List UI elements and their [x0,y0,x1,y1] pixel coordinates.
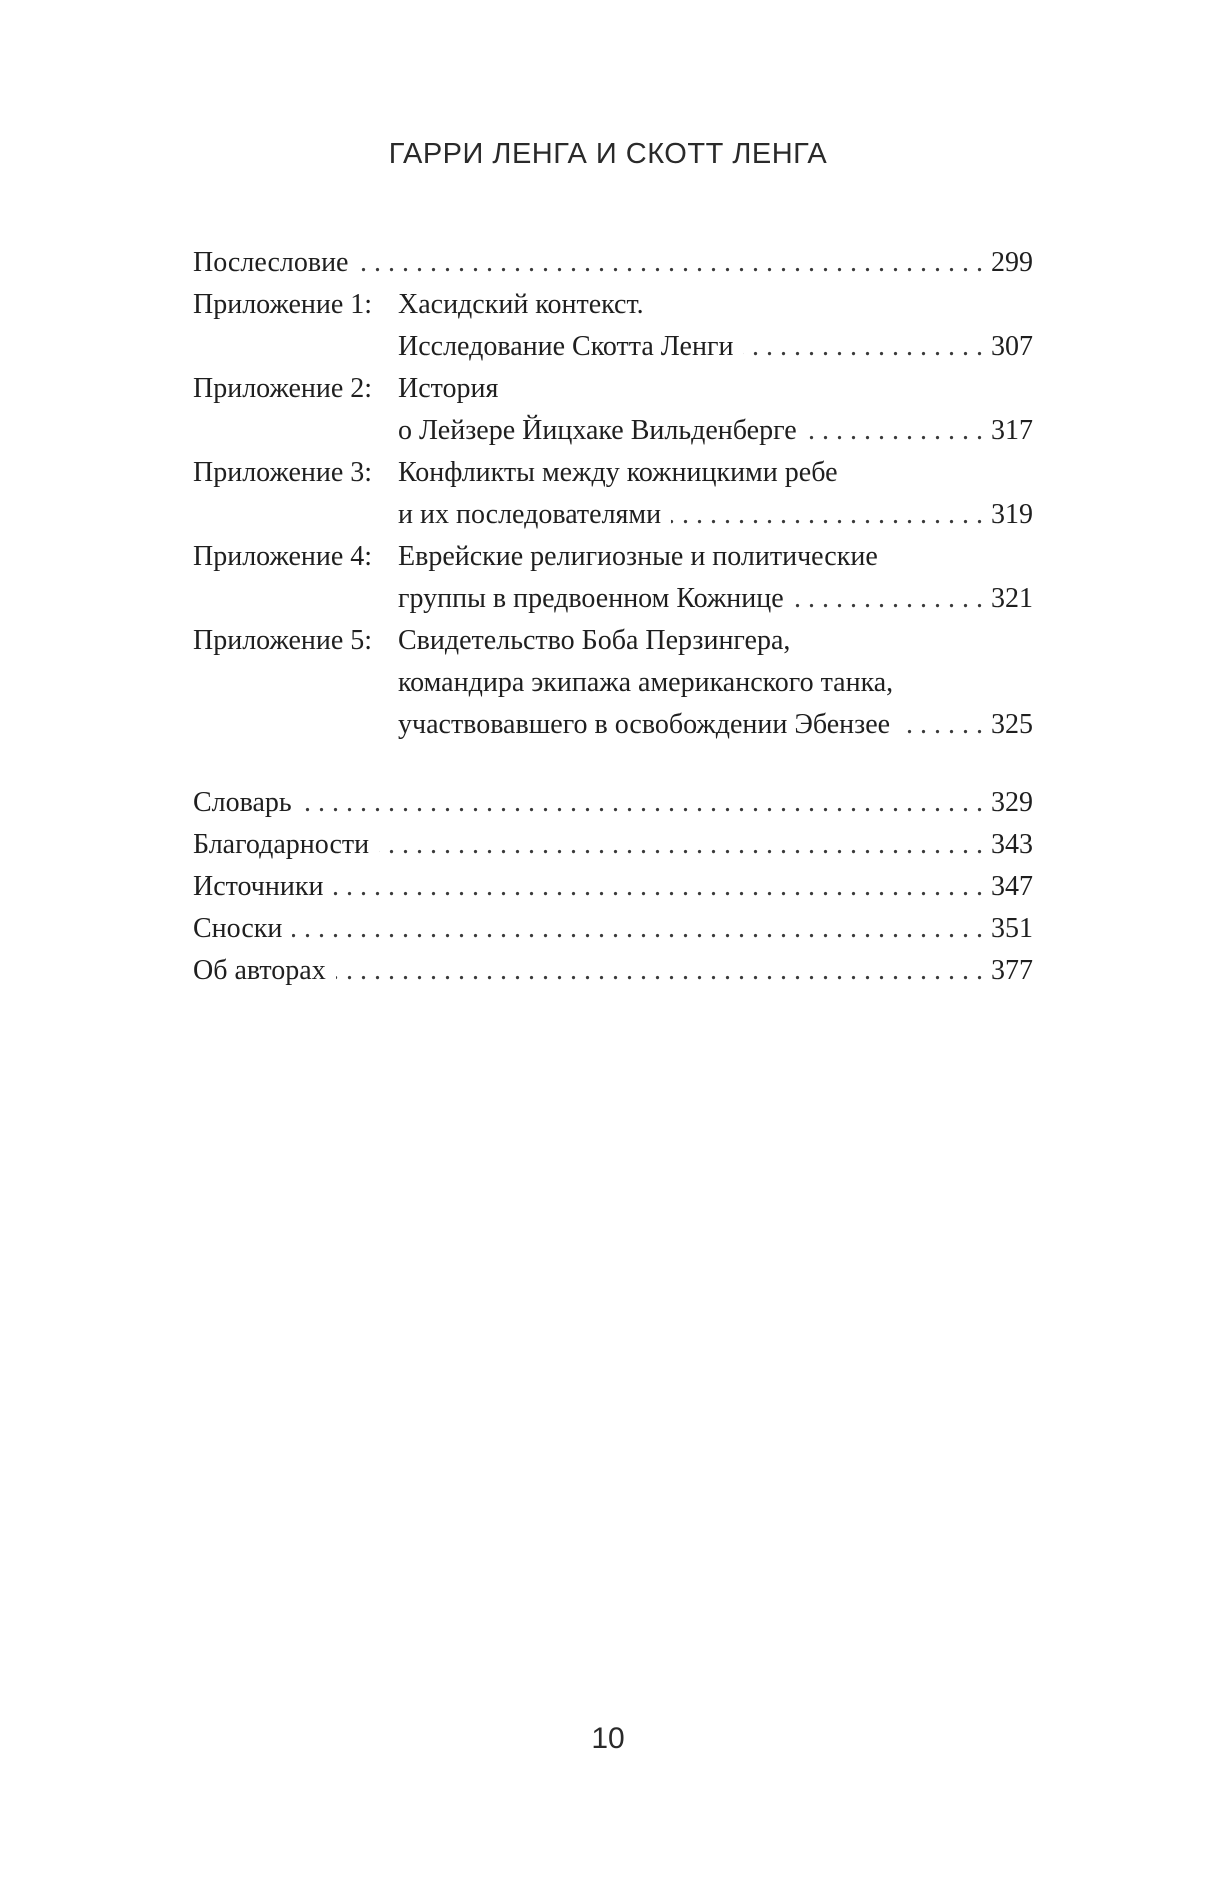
toc-entry-label: Словарь [193,787,292,818]
toc-page-number: 347 [991,871,1033,902]
toc-entry-label: Сноски [193,913,283,944]
toc-entry-label: Исследование Скотта Ленги [398,331,734,362]
toc-entry-glossary[interactable] [193,782,1033,824]
toc-entry-appendix-5-cont-2[interactable] [193,704,1033,746]
toc-page-number: 325 [991,709,1033,740]
toc-page-number: 299 [991,247,1033,278]
toc-entry-sources[interactable] [193,866,1033,908]
page-number: 10 [591,1722,625,1755]
toc-entry-label: Хасидский контекст. [398,289,644,320]
dot-leader [379,824,983,866]
toc-entry-label: Послесловие [193,247,349,278]
toc-entry-label: Благодарности [193,829,370,860]
table-of-contents [193,242,1033,746]
toc-entry-afterword[interactable] [193,242,1033,284]
toc-entry-label: Еврейские религиозные и политические [398,541,878,572]
toc-entry-label: и их последователями [398,499,662,530]
toc-page-number: 377 [991,955,1033,986]
toc-entry-appendix-1[interactable] [193,284,1033,326]
toc-entry-appendix-5[interactable] [193,620,1033,662]
table-of-contents-back-matter [193,782,1033,992]
toc-entry-label: командира экипажа американского танка, [398,667,894,698]
toc-entry-notes[interactable] [193,908,1033,950]
dot-leader [333,866,983,908]
toc-entry-about-authors[interactable] [193,950,1033,992]
toc-entry-appendix-2-cont[interactable] [193,410,1033,452]
dot-leader [302,782,983,824]
dot-leader [358,242,983,284]
toc-entry-number: Приложение 3: [193,457,373,488]
toc-entry-appendix-1-cont[interactable] [193,326,1033,368]
dot-leader [336,950,983,992]
toc-entry-appendix-3-cont[interactable] [193,494,1033,536]
toc-entry-label: Источники [193,871,324,902]
toc-page-number: 351 [991,913,1033,944]
toc-page-number: 321 [991,583,1033,614]
toc-entry-number: Приложение 5: [193,625,373,656]
toc-entry-number: Приложение 4: [193,541,373,572]
toc-entry-label: Конфликты между кожницкими ребе [398,457,838,488]
toc-entry-number: Приложение 2: [193,373,373,404]
dot-leader [807,410,983,452]
toc-page-number: 343 [991,829,1033,860]
toc-entry-appendix-5-cont[interactable] [193,662,1033,704]
toc-entry-label: История [398,373,499,404]
toc-page-number: 319 [991,499,1033,530]
dot-leader [794,578,983,620]
toc-page-number: 329 [991,787,1033,818]
toc-entry-appendix-2[interactable] [193,368,1033,410]
toc-entry-appendix-3[interactable] [193,452,1033,494]
toc-entry-label: участвовавшего в освобождении Эбензее [398,709,891,740]
toc-entry-number: Приложение 1: [193,289,373,320]
toc-entry-label: группы в предвоенном Кожнице [398,583,784,614]
running-head: ГАРРИ ЛЕНГА И СКОТТ ЛЕНГА [388,138,828,170]
toc-entry-label: о Лейзере Йицхаке Вильденберге [398,415,797,446]
toc-entry-label: Свидетельство Боба Перзингера, [398,625,791,656]
dot-leader [743,326,983,368]
dot-leader [292,908,983,950]
toc-page-number: 317 [991,415,1033,446]
toc-entry-appendix-4[interactable] [193,536,1033,578]
dot-leader [671,494,983,536]
dot-leader [900,704,983,746]
toc-entry-acknowledgments[interactable] [193,824,1033,866]
toc-entry-appendix-4-cont[interactable] [193,578,1033,620]
toc-entry-label: Об авторах [193,955,326,986]
toc-page-number: 307 [991,331,1033,362]
